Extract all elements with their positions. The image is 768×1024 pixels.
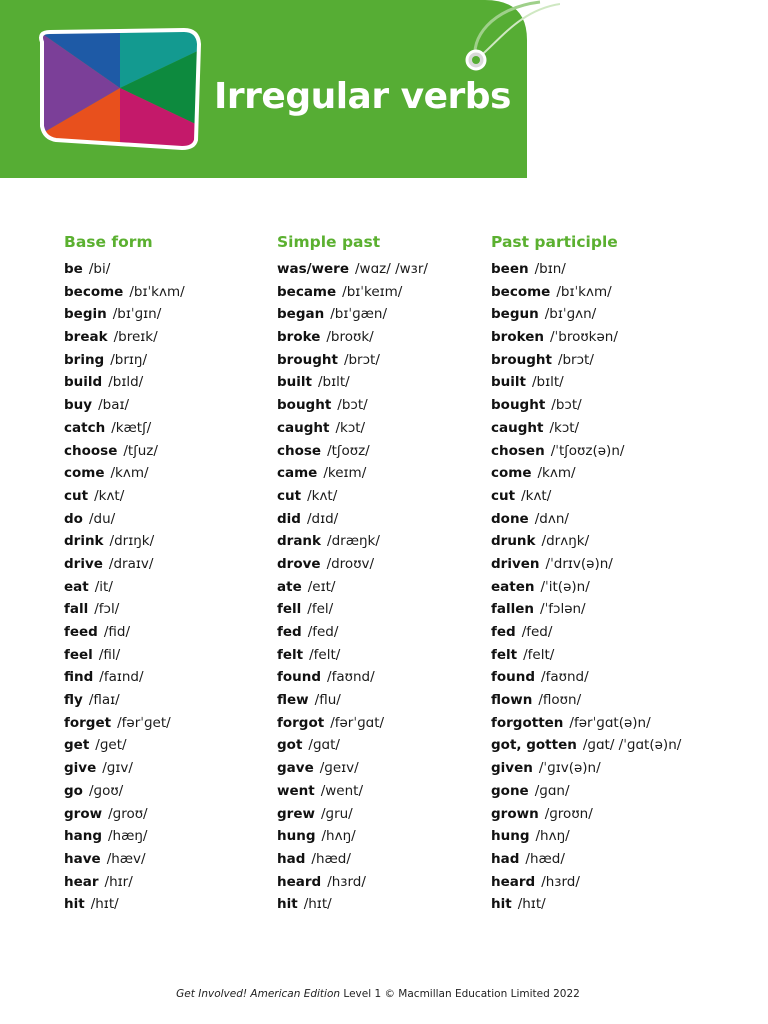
simple-past-column (277, 230, 487, 916)
verb-word: feed (64, 624, 98, 640)
verb-row (491, 712, 701, 735)
verb-row (277, 644, 487, 667)
verb-word: drunk (491, 533, 536, 550)
verb-word: cut (64, 487, 89, 504)
verb-word: fall (64, 601, 89, 618)
verb-word: done (491, 510, 529, 527)
verb-row (277, 871, 487, 894)
verb-word: fell (277, 601, 302, 618)
verb-pronunciation: /hæv/ (106, 850, 146, 867)
verb-pronunciation: /kɔt/ (549, 419, 580, 436)
verb-row (64, 666, 274, 689)
verb-pronunciation: /bɪˈkʌm/ (129, 283, 185, 300)
verb-row (64, 417, 274, 440)
verb-pronunciation: /hɪr/ (104, 873, 133, 890)
verb-pronunciation: /bɪˈkʌm/ (556, 283, 612, 300)
verb-word: had (277, 850, 306, 867)
verb-row (491, 666, 701, 689)
verb-row (491, 417, 701, 440)
verb-pronunciation: /ɡɪv/ (102, 760, 133, 777)
verb-pronunciation: /ɡɑt/ /ˈɡɑt(ə)n/ (582, 737, 682, 754)
verb-word: begun (491, 306, 539, 323)
verb-word: heard (277, 873, 322, 890)
verb-pronunciation: /kʌt/ (94, 487, 125, 504)
verb-pronunciation: /faʊnd/ (327, 669, 375, 686)
verb-pronunciation: /ɡroʊn/ (544, 805, 593, 822)
verb-row (277, 462, 487, 485)
verb-word: got (277, 737, 303, 754)
verb-pronunciation: /ɡɑt/ (308, 737, 340, 754)
verb-row (491, 780, 701, 803)
verb-word: felt (277, 646, 304, 663)
verb-pronunciation: /hæŋ/ (108, 828, 148, 845)
verb-row (277, 417, 487, 440)
verb-row (491, 530, 701, 553)
verb-row (64, 893, 274, 916)
verb-pronunciation: /drɪŋk/ (109, 533, 155, 550)
verb-pronunciation: /ˈdrɪv(ə)n/ (545, 555, 613, 572)
verb-word: fed (491, 624, 516, 640)
verb-row (64, 394, 274, 417)
verb-word: begin (64, 306, 107, 323)
verb-pronunciation: /bɪˈɡɪn/ (112, 306, 162, 323)
verb-pronunciation: /ˈit(ə)n/ (540, 578, 590, 595)
verb-row (491, 644, 701, 667)
verb-row (277, 576, 487, 599)
verb-row (64, 803, 274, 826)
verb-pronunciation: /kʌt/ (307, 487, 338, 504)
verb-row (491, 258, 701, 281)
verb-row (277, 848, 487, 871)
verb-pronunciation: /hʌŋ/ (321, 828, 356, 845)
verb-row (277, 666, 487, 689)
verb-pronunciation: /felt/ (309, 646, 341, 663)
verb-pronunciation: /hɪt/ (303, 896, 332, 913)
verb-word: hear (64, 873, 99, 890)
verb-pronunciation: /dʌn/ (534, 510, 569, 527)
verb-word: forgot (277, 714, 325, 731)
verb-row (277, 440, 487, 463)
verb-row (277, 598, 487, 621)
verb-pronunciation: /kʌm/ (537, 465, 576, 482)
verb-row (64, 848, 274, 871)
verb-pronunciation: /ˈɡɪv(ə)n/ (538, 760, 601, 777)
verb-row (64, 780, 274, 803)
past-participle-column (491, 230, 701, 916)
verb-row (491, 553, 701, 576)
verb-word: be (64, 261, 83, 277)
verb-word: began (277, 306, 325, 323)
verb-word: ate (277, 578, 302, 595)
verb-row (64, 485, 274, 508)
verb-word: became (277, 283, 337, 300)
verb-row (491, 621, 701, 644)
verb-row (491, 825, 701, 848)
column-header: Base form (64, 233, 153, 251)
verb-word: become (491, 283, 551, 300)
verb-row (491, 598, 701, 621)
verb-pronunciation: /faʊnd/ (541, 669, 589, 686)
verb-word: brought (491, 351, 552, 368)
verb-row (64, 281, 274, 304)
verb-word: flown (491, 692, 533, 709)
verb-word: hit (64, 896, 85, 913)
verb-word: drive (64, 555, 103, 572)
verb-row (277, 258, 487, 281)
verb-word: found (277, 669, 322, 686)
verb-pronunciation: /dɪd/ (306, 510, 339, 527)
verb-row (64, 553, 274, 576)
verb-word: bought (277, 397, 332, 414)
verb-row (64, 508, 274, 531)
verb-pronunciation: /bɔt/ (551, 397, 582, 414)
verb-row (64, 530, 274, 553)
verb-word: caught (491, 419, 544, 436)
verb-row (491, 757, 701, 780)
verb-word: brought (277, 351, 338, 368)
verb-row (491, 462, 701, 485)
verb-row (277, 734, 487, 757)
verb-row (277, 281, 487, 304)
verb-pronunciation: /ɡeɪv/ (319, 760, 359, 777)
verb-word: grew (277, 805, 315, 822)
verb-word: got, gotten (491, 737, 577, 754)
verb-pronunciation: /baɪ/ (98, 397, 130, 414)
verb-word: buy (64, 397, 93, 414)
verb-row (277, 689, 487, 712)
verb-word: broke (277, 329, 321, 346)
verb-row (64, 621, 274, 644)
verb-word: had (491, 850, 520, 867)
verb-pronunciation: /hɜrd/ (541, 873, 580, 890)
verb-pronunciation: /hɪt/ (90, 896, 119, 913)
verb-pronunciation: /flaɪ/ (88, 692, 120, 709)
verb-pronunciation: /ɡroʊ/ (108, 805, 148, 822)
verb-word: fed (277, 624, 302, 640)
verb-pronunciation: /fɔl/ (94, 601, 120, 618)
verb-pronunciation: /dræŋk/ (327, 533, 380, 550)
verb-pronunciation: /fərˈɡɑt(ə)n/ (569, 714, 651, 731)
verb-pronunciation: /fel/ (307, 601, 334, 618)
page-title: Irregular verbs (214, 76, 511, 117)
column-header: Past participle (491, 233, 618, 251)
verb-row (491, 349, 701, 372)
verb-word: have (64, 850, 101, 867)
verb-word: give (64, 760, 97, 777)
verb-word: come (64, 465, 105, 482)
verb-pronunciation: /kɔt/ (335, 419, 366, 436)
verb-row (64, 825, 274, 848)
verb-word: felt (491, 646, 518, 663)
verb-pronunciation: /tʃuz/ (123, 442, 158, 459)
verb-pronunciation: /went/ (320, 782, 363, 799)
verb-pronunciation: /hʌŋ/ (535, 828, 570, 845)
verb-row (491, 848, 701, 871)
verb-word: grow (64, 805, 103, 822)
verb-word: found (491, 669, 536, 686)
verb-word: caught (277, 419, 330, 436)
verb-row (277, 780, 487, 803)
verb-word: came (277, 465, 318, 482)
verb-row (64, 303, 274, 326)
verb-pronunciation: /drʌŋk/ (541, 533, 590, 550)
verb-pronunciation: /eɪt/ (307, 578, 336, 595)
verb-pronunciation: /bɔt/ (337, 397, 368, 414)
verb-word: cut (491, 487, 516, 504)
verb-word: come (491, 465, 532, 482)
verb-row (491, 326, 701, 349)
verb-word: gave (277, 760, 314, 777)
verb-word: chosen (491, 442, 545, 459)
verb-row (64, 712, 274, 735)
verb-pronunciation: /keɪm/ (323, 465, 367, 482)
verb-row (277, 757, 487, 780)
verb-word: break (64, 329, 108, 346)
verb-row (277, 508, 487, 531)
verb-row (491, 893, 701, 916)
verb-word: find (64, 669, 94, 686)
verb-word: gone (491, 782, 529, 799)
verb-pronunciation: /hɪt/ (517, 896, 546, 913)
verb-row (64, 871, 274, 894)
verb-word: eat (64, 578, 89, 595)
verb-row (491, 508, 701, 531)
verb-row (277, 371, 487, 394)
verb-pronunciation: /droʊv/ (326, 555, 375, 572)
verb-word: hit (277, 896, 298, 913)
verb-pronunciation: /bɪˈɡʌn/ (544, 306, 597, 323)
verb-row (64, 371, 274, 394)
verb-word: chose (277, 442, 322, 459)
verb-pronunciation: /bɪˈɡæn/ (330, 306, 387, 323)
verb-pronunciation: /wɑz/ /wɜr/ (355, 261, 428, 277)
verb-pronunciation: /du/ (88, 510, 116, 527)
verb-word: drink (64, 533, 104, 550)
verb-word: grown (491, 805, 539, 822)
verb-word: forgotten (491, 714, 564, 731)
verb-pronunciation: /kætʃ/ (111, 419, 152, 436)
verb-pronunciation: /brɪŋ/ (110, 351, 148, 368)
verb-word: hung (277, 828, 316, 845)
verb-pronunciation: /ɡɑn/ (534, 782, 570, 799)
verb-pronunciation: /bɪˈkeɪm/ (342, 283, 403, 300)
verb-row (491, 689, 701, 712)
verb-pronunciation: /it/ (94, 578, 113, 595)
verb-row (277, 394, 487, 417)
verb-pronunciation: /fərˈɡet/ (117, 714, 171, 731)
verb-row (491, 371, 701, 394)
verb-pronunciation: /broʊk/ (326, 329, 374, 346)
verb-pronunciation: /kʌt/ (521, 487, 552, 504)
verb-pronunciation: /hɜrd/ (327, 873, 366, 890)
verb-row (64, 576, 274, 599)
verb-word: hang (64, 828, 102, 845)
verb-word: go (64, 782, 83, 799)
verb-pronunciation: /bɪlt/ (317, 374, 350, 391)
verb-word: given (491, 760, 533, 777)
verb-word: drank (277, 533, 322, 550)
verb-pronunciation: /ˈfɔlən/ (540, 601, 586, 618)
verb-word: bought (491, 397, 546, 414)
verb-word: was/were (277, 261, 349, 277)
verb-pronunciation: /fil/ (98, 646, 121, 663)
verb-word: driven (491, 555, 540, 572)
verb-row (64, 734, 274, 757)
verb-pronunciation: /breɪk/ (113, 329, 158, 346)
verb-pronunciation: /felt/ (523, 646, 555, 663)
logo-icon (34, 28, 204, 158)
verb-word: become (64, 283, 124, 300)
verb-pronunciation: /fid/ (103, 624, 131, 640)
verb-row (64, 598, 274, 621)
verb-word: built (277, 374, 312, 391)
verb-row (277, 303, 487, 326)
verb-word: choose (64, 442, 118, 459)
verb-pronunciation: /brɔt/ (557, 351, 594, 368)
verb-pronunciation: /faɪnd/ (99, 669, 144, 686)
verb-row (491, 485, 701, 508)
verb-word: hung (491, 828, 530, 845)
verb-pronunciation: /ˈbroʊkən/ (549, 329, 618, 346)
verb-pronunciation: /fərˈɡɑt/ (330, 714, 385, 731)
verb-pronunciation: /ɡet/ (95, 737, 127, 754)
verb-pronunciation: /bɪlt/ (531, 374, 564, 391)
column-header: Simple past (277, 233, 381, 251)
verb-pronunciation: /draɪv/ (108, 555, 154, 572)
verb-word: fallen (491, 601, 535, 618)
verb-word: cut (277, 487, 302, 504)
verb-word: hit (491, 896, 512, 913)
footer-credit (0, 988, 756, 1000)
verb-pronunciation: /floʊn/ (538, 692, 582, 709)
verb-pronunciation: /ˈtʃoʊz(ə)n/ (550, 442, 625, 459)
base-form-column (64, 230, 274, 916)
verb-pronunciation: /hæd/ (311, 850, 351, 867)
verb-row (491, 576, 701, 599)
verb-pronunciation: /hæd/ (525, 850, 565, 867)
verb-row (64, 644, 274, 667)
verb-row (64, 258, 274, 281)
verb-row (64, 349, 274, 372)
verb-row (491, 394, 701, 417)
verb-row (277, 530, 487, 553)
verb-word: built (491, 374, 526, 391)
verb-pronunciation: /fed/ (521, 624, 553, 640)
verb-pronunciation: /ɡru/ (320, 805, 353, 822)
verb-row (277, 825, 487, 848)
verb-word: eaten (491, 578, 535, 595)
verb-word: flew (277, 692, 309, 709)
verb-row (491, 871, 701, 894)
verb-word: feel (64, 646, 93, 663)
verb-row (491, 281, 701, 304)
verb-pronunciation: /brɔt/ (343, 351, 380, 368)
verb-word: heard (491, 873, 536, 890)
verb-row (277, 326, 487, 349)
verb-row (64, 689, 274, 712)
verb-word: catch (64, 419, 106, 436)
verb-word: fly (64, 692, 83, 709)
verb-pronunciation: /bɪn/ (534, 261, 566, 277)
verb-row (64, 462, 274, 485)
title-banner (0, 0, 530, 178)
verb-row (64, 757, 274, 780)
verb-pronunciation: /ɡoʊ/ (88, 782, 124, 799)
verb-pronunciation: /bi/ (88, 261, 111, 277)
footer-copyright: Level 1 © Macmillan Education Limited 2022 (340, 988, 580, 1000)
verb-word: do (64, 510, 83, 527)
verb-word: went (277, 782, 315, 799)
verb-word: drove (277, 555, 321, 572)
verb-row (277, 621, 487, 644)
verb-word: build (64, 374, 103, 391)
verb-pronunciation: /tʃoʊz/ (327, 442, 370, 459)
verb-row (491, 440, 701, 463)
verb-row (491, 803, 701, 826)
verb-pronunciation: /fed/ (307, 624, 339, 640)
verb-row (491, 303, 701, 326)
verb-word: broken (491, 329, 544, 346)
verb-row (277, 712, 487, 735)
verb-row (277, 553, 487, 576)
verb-word: bring (64, 351, 105, 368)
verb-word: forget (64, 714, 112, 731)
verb-pronunciation: /bɪld/ (108, 374, 144, 391)
verb-pronunciation: /flu/ (314, 692, 341, 709)
verb-row (277, 803, 487, 826)
verb-row (277, 485, 487, 508)
verb-row (64, 326, 274, 349)
footer-book-title: Get Involved! American Edition (176, 988, 341, 1000)
verb-row (64, 440, 274, 463)
verb-pronunciation: /kʌm/ (110, 465, 149, 482)
verb-word: did (277, 510, 301, 527)
verb-row (277, 893, 487, 916)
verb-word: been (491, 261, 529, 277)
verb-row (491, 734, 701, 757)
verb-row (277, 349, 487, 372)
verb-word: get (64, 737, 90, 754)
